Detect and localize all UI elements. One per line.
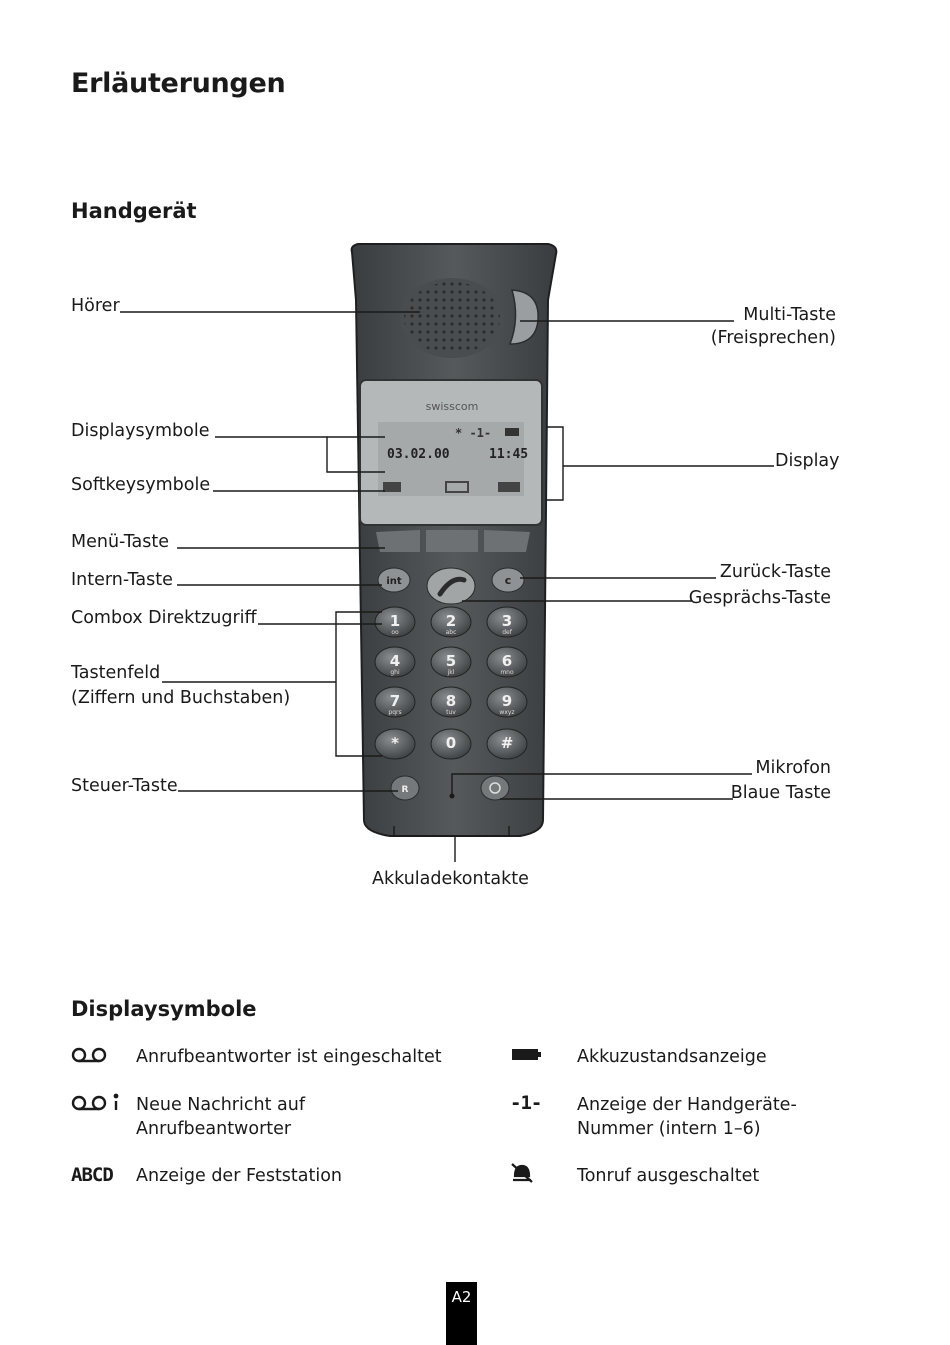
label-combox: Combox Direktzugriff xyxy=(71,608,257,628)
page-number-tab xyxy=(446,1282,477,1345)
keypad-letters: oo xyxy=(391,629,399,636)
brand-logo: swisscom xyxy=(425,400,479,413)
keypad-letters: wxyz xyxy=(499,709,515,716)
keypad-key xyxy=(431,647,471,677)
label-displaysymbole: Displaysymbole xyxy=(71,421,210,441)
svg-text:R: R xyxy=(401,785,409,795)
page-title: Erläuterungen xyxy=(71,68,286,99)
keypad-letters: tuv xyxy=(446,709,456,716)
label-softkeysymbole: Softkeysymbole xyxy=(71,475,211,495)
keypad-key xyxy=(487,729,527,759)
svg-text:c: c xyxy=(504,574,512,587)
keypad-letters: def xyxy=(502,629,512,636)
keypad-digit: 5 xyxy=(445,652,457,670)
screen-time: 11:45 xyxy=(489,447,529,462)
label-intern-taste: Intern-Taste xyxy=(71,570,173,590)
keypad-digit: * xyxy=(391,734,399,752)
label-zurueck-taste: Zurück-Taste xyxy=(719,562,831,582)
desc-neue-nachricht: Neue Nachricht auf Anrufbeantworter xyxy=(136,1095,305,1139)
label-tastenfeld: Tastenfeld xyxy=(71,663,161,683)
keypad-key xyxy=(431,729,471,759)
base-station-icon: ABCD xyxy=(71,1164,113,1186)
talk-key xyxy=(427,568,475,604)
keypad-digit: 9 xyxy=(501,692,513,710)
label-tastenfeld-sub: (Ziffern und Buchstaben) xyxy=(71,688,291,708)
handset-number-icon: -1- xyxy=(510,1092,542,1114)
keypad-key xyxy=(431,687,471,717)
keypad-letters: mno xyxy=(500,669,514,676)
label-freisprechen: (Freisprechen) xyxy=(710,328,836,348)
desc-handgeraete-nummer: Anzeige der Handgeräte-Nummer (intern 1–6) xyxy=(577,1095,797,1139)
page-number: A2 xyxy=(451,1288,472,1306)
keypad-digit: 4 xyxy=(389,652,401,670)
label-menue-taste: Menü-Taste xyxy=(71,532,170,552)
keypad-key xyxy=(487,687,527,717)
keypad-letters: abc xyxy=(445,629,457,636)
section-heading-handgeraet: Handgerät xyxy=(71,199,197,223)
keypad-key xyxy=(375,729,415,759)
keypad-key xyxy=(431,607,471,637)
desc-feststation: Anzeige der Feststation xyxy=(136,1166,343,1186)
label-gespraechs-taste: Gesprächs-Taste xyxy=(688,588,831,608)
svg-text:* -1-: * -1- xyxy=(455,426,492,440)
keypad-letters: jkl xyxy=(447,669,455,676)
keypad-key xyxy=(487,647,527,677)
keypad-letters: pqrs xyxy=(388,709,402,716)
keypad-digit: 7 xyxy=(389,692,401,710)
desc-akkuzustand: Akkuzustandsanzeige xyxy=(577,1047,767,1067)
svg-text:int: int xyxy=(386,576,402,587)
desc-anrufbeantworter: Anrufbeantworter ist eingeschaltet xyxy=(136,1047,442,1067)
softkey-right xyxy=(484,530,530,552)
keypad-digit: 2 xyxy=(445,612,457,630)
label-mikrofon: Mikrofon xyxy=(755,758,831,778)
keypad-digit: 6 xyxy=(501,652,513,670)
label-akkuladekontakte: Akkuladekontakte xyxy=(372,869,529,889)
label-multi-taste: Multi-Taste xyxy=(743,305,836,325)
label-display: Display xyxy=(775,451,840,471)
keypad-digit: 3 xyxy=(501,612,513,630)
screen-date: 03.02.00 xyxy=(387,447,450,462)
label-hoerer: Hörer xyxy=(71,296,120,316)
keypad-key xyxy=(487,607,527,637)
keypad-digit: # xyxy=(500,734,514,752)
label-steuer-taste: Steuer-Taste xyxy=(71,776,178,796)
keypad-key xyxy=(375,647,415,677)
keypad-digit: 8 xyxy=(445,692,457,710)
desc-tonruf: Tonruf ausgeschaltet xyxy=(577,1166,760,1186)
blue-key xyxy=(481,776,509,800)
keypad-letters: ghi xyxy=(390,669,400,676)
softkey-middle xyxy=(426,530,478,552)
label-blaue-taste: Blaue Taste xyxy=(730,783,831,803)
keypad-digit: 0 xyxy=(445,734,457,752)
keypad-digit: 1 xyxy=(389,612,401,630)
section-heading-displaysymbole: Displaysymbole xyxy=(71,997,257,1021)
keypad-key xyxy=(375,687,415,717)
